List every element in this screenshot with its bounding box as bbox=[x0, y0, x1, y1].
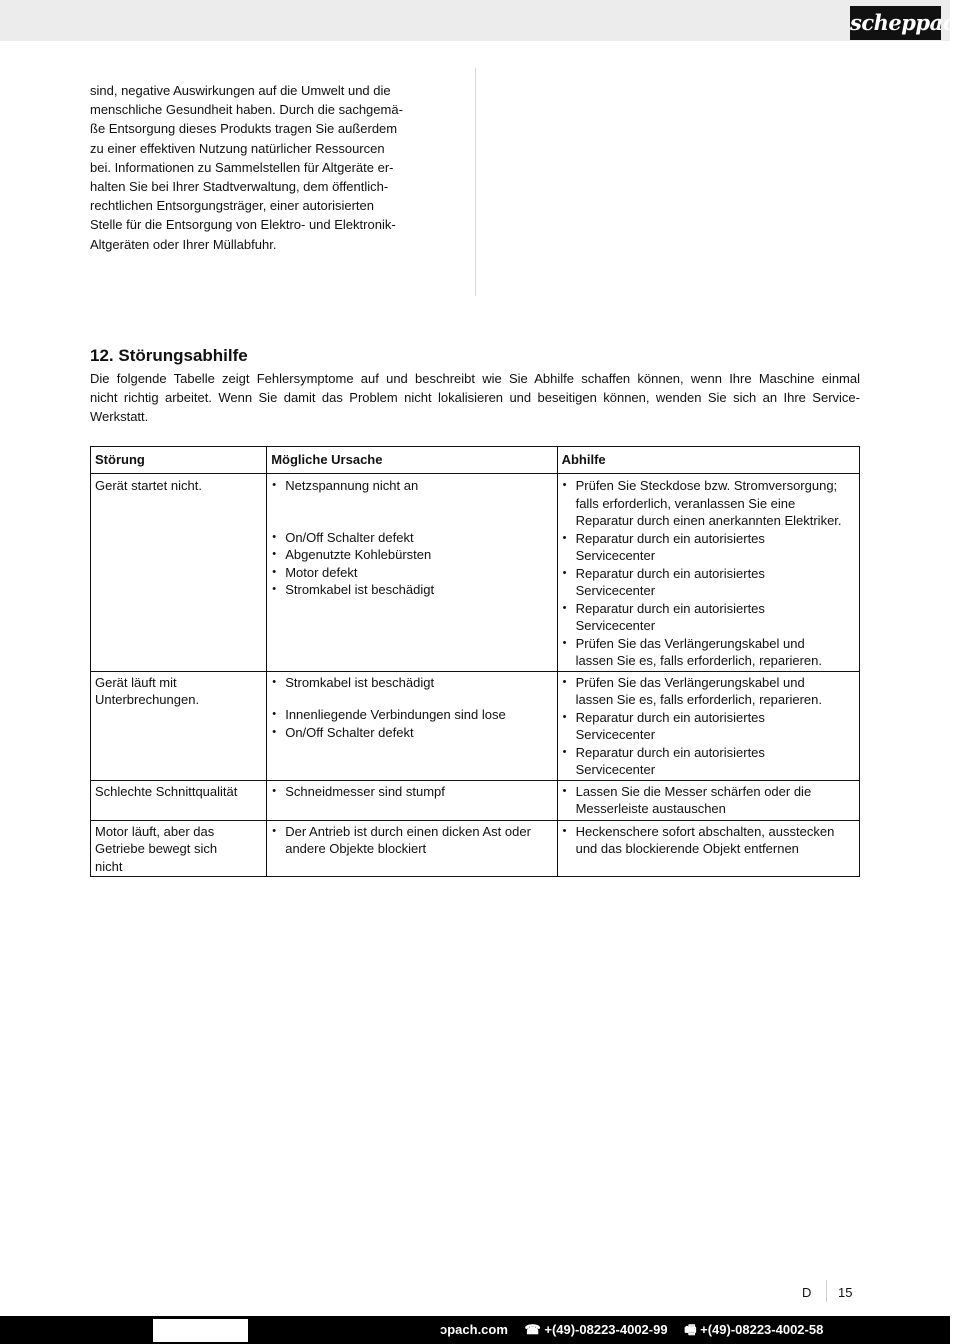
remedy-item bbox=[562, 744, 855, 779]
intro-paragraph bbox=[90, 81, 440, 254]
remedy-item bbox=[562, 477, 855, 530]
remedy-line: Messerleiste austauschen bbox=[575, 801, 726, 816]
fault-cell bbox=[91, 820, 267, 877]
cause-cell bbox=[267, 780, 557, 820]
cause-item: • Stromkabel ist beschädigt bbox=[271, 674, 552, 692]
footer-contact bbox=[440, 1321, 836, 1343]
remedy-item bbox=[562, 823, 855, 858]
remedy-cell bbox=[557, 820, 859, 877]
remedy-line: falls erforderlich, veranlassen Sie eine bbox=[575, 495, 796, 511]
cause-item: • Netzspannung nicht an bbox=[271, 477, 552, 495]
remedy-item bbox=[562, 530, 855, 565]
remedy-line: Servicecenter bbox=[575, 727, 656, 742]
remedy-item bbox=[562, 783, 855, 818]
remedy-line: lassen Sie es, falls erforderlich, reparieren. bbox=[575, 653, 822, 668]
fault-text: Getriebe bewegt sich bbox=[95, 841, 218, 856]
phone-number: ☎ +(49)-08223-4002-99 bbox=[524, 1322, 668, 1337]
intro-line: menschliche Gesundheit haben. Durch die sachgemä- bbox=[90, 102, 403, 118]
remedy-line: • Reparatur durch ein autorisiertes bbox=[575, 530, 765, 546]
intro-line: Stelle für die Entsorgung von Elektro- und Elektronik- bbox=[90, 217, 396, 233]
brand-logo: scheppach bbox=[850, 6, 941, 40]
intro-line: Altgeräten oder Ihrer Müllabfuhr. bbox=[90, 236, 277, 252]
fault-text: Gerät läuft mit bbox=[95, 674, 177, 690]
fax-number: 🖷 +(49)-08223-4002-58 bbox=[684, 1322, 824, 1337]
table-header-row bbox=[91, 447, 860, 474]
remedy-line: Servicecenter bbox=[575, 583, 656, 598]
footer-bar bbox=[0, 1316, 950, 1344]
intro-line: halten Sie bei Ihrer Stadtverwaltung, dem öffentlich- bbox=[90, 179, 389, 195]
remedy-item bbox=[562, 674, 855, 709]
cause-item: • Stromkabel ist beschädigt bbox=[271, 581, 552, 599]
remedy-cell bbox=[557, 671, 859, 780]
fault-cell bbox=[91, 671, 267, 780]
remedy-item bbox=[562, 635, 855, 670]
desc-line: Werkstatt. bbox=[90, 409, 149, 425]
header-cause: Mögliche Ursache bbox=[267, 447, 557, 474]
remedy-line: • Prüfen Sie das Verlängerungskabel und bbox=[575, 635, 805, 651]
remedy-item bbox=[562, 600, 855, 635]
desc-line: nicht richtig arbeitet. Wenn Sie damit das Problem nicht lokalisieren und beseitigen können, wenden Sie sich an Ihre Service- bbox=[90, 390, 860, 406]
desc-line: Die folgende Tabelle zeigt Fehlersymptome auf und beschreibt wie Sie Abhilfe schaffen können, wenn Ihre Maschine einmal bbox=[90, 371, 860, 386]
cause-cell bbox=[267, 671, 557, 780]
page-number: 15 bbox=[838, 1285, 853, 1300]
table-row bbox=[91, 671, 860, 780]
language-code: D bbox=[802, 1285, 812, 1300]
fault-text: Schlechte Schnittqualität bbox=[95, 783, 238, 799]
remedy-line: • Lassen Sie die Messer schärfen oder die bbox=[575, 783, 812, 799]
remedy-line: Reparatur durch einen anerkannten Elektriker. bbox=[575, 513, 842, 528]
footer-white-box bbox=[153, 1319, 248, 1342]
intro-line: ße Entsorgung dieses Produkts tragen Sie außerdem bbox=[90, 121, 398, 137]
cause-line: andere Objekte blockiert bbox=[285, 841, 427, 856]
cause-item: • On/Off Schalter defekt bbox=[271, 529, 552, 547]
intro-line: rechtlichen Entsorgungsträger, einer autorisierten bbox=[90, 198, 374, 214]
remedy-cell bbox=[557, 780, 859, 820]
fault-text: Gerät startet nicht. bbox=[95, 478, 202, 493]
fault-text: Unterbrechungen. bbox=[95, 692, 200, 707]
remedy-cell bbox=[557, 474, 859, 672]
section-description bbox=[90, 369, 860, 427]
remedy-line: • Prüfen Sie das Verlängerungskabel und bbox=[575, 674, 805, 690]
remedy-line: Servicecenter bbox=[575, 548, 656, 563]
table-row bbox=[91, 474, 860, 672]
header-remedy: Abhilfe bbox=[557, 447, 859, 474]
section-title: 12. Störungsabhilfe bbox=[90, 346, 248, 365]
column-divider bbox=[475, 68, 476, 296]
remedy-line: • Prüfen Sie Steckdose bzw. Stromversorgung; bbox=[575, 478, 838, 493]
intro-line: bei. Informationen zu Sammelstellen für Altgeräte er- bbox=[90, 159, 394, 175]
cause-item: • Schneidmesser sind stumpf bbox=[271, 783, 552, 801]
remedy-line: Servicecenter bbox=[575, 762, 656, 777]
troubleshooting-table bbox=[90, 446, 860, 877]
footer-divider bbox=[826, 1280, 827, 1302]
fault-text: nicht bbox=[95, 858, 123, 874]
cause-item bbox=[271, 823, 552, 858]
table-row bbox=[91, 820, 860, 877]
cause-item: • Motor defekt bbox=[271, 564, 552, 582]
remedy-line: • Heckenschere sofort abschalten, ausstecken bbox=[575, 823, 835, 839]
cause-line: • Der Antrieb ist durch einen dicken Ast oder bbox=[285, 823, 531, 839]
fault-cell bbox=[91, 474, 267, 672]
header-bar bbox=[0, 0, 970, 41]
remedy-line: • Reparatur durch ein autorisiertes bbox=[575, 744, 765, 760]
header-fault: Störung bbox=[91, 447, 267, 474]
cause-item: • On/Off Schalter defekt bbox=[271, 724, 552, 742]
intro-line: zu einer effektiven Nutzung natürlicher Ressourcen bbox=[90, 140, 385, 156]
remedy-line: lassen Sie es, falls erforderlich, reparieren. bbox=[575, 692, 822, 707]
remedy-item bbox=[562, 709, 855, 744]
remedy-line: • Reparatur durch ein autorisiertes bbox=[575, 709, 765, 725]
intro-line: sind, negative Auswirkungen auf die Umwelt und die bbox=[90, 83, 391, 98]
website-link[interactable]: ɔpach.com bbox=[440, 1322, 508, 1337]
cause-cell bbox=[267, 474, 557, 672]
fault-cell bbox=[91, 780, 267, 820]
cause-item: • Abgenutzte Kohlebürsten bbox=[271, 546, 552, 564]
remedy-item bbox=[562, 565, 855, 600]
fault-text: Motor läuft, aber das bbox=[95, 823, 215, 839]
cause-cell bbox=[267, 820, 557, 877]
remedy-line: und das blockierende Objekt entfernen bbox=[575, 841, 799, 856]
cause-item: • Innenliegende Verbindungen sind lose bbox=[271, 706, 552, 724]
remedy-line: • Reparatur durch ein autorisiertes bbox=[575, 600, 765, 616]
remedy-line: Servicecenter bbox=[575, 618, 656, 633]
remedy-line: • Reparatur durch ein autorisiertes bbox=[575, 565, 765, 581]
table-row bbox=[91, 780, 860, 820]
